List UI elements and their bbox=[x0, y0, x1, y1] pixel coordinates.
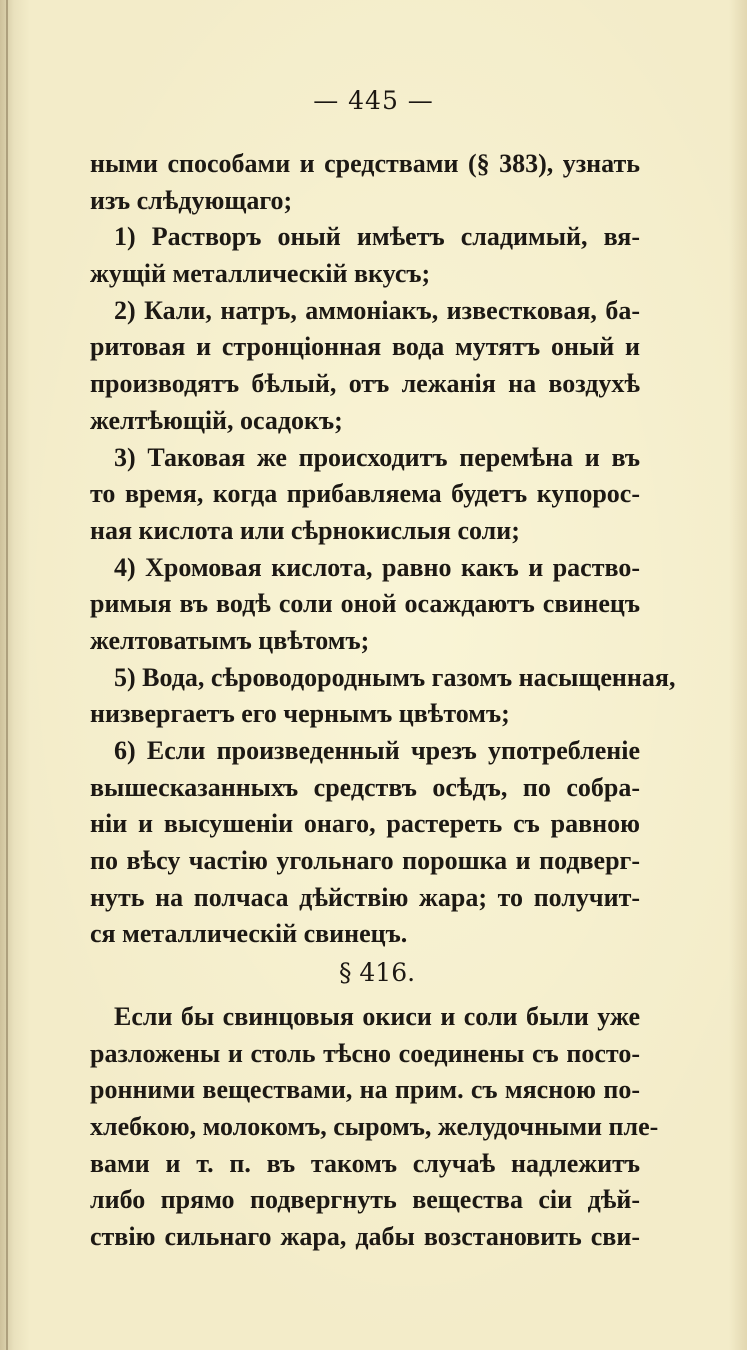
list-item-3: 3) Таковая же происходитъ перемѣна и въ bbox=[114, 442, 640, 472]
list-item-1: 1) Растворъ оный имѣетъ сладимый, вя- bbox=[114, 222, 640, 252]
text-line: низвергаетъ его чернымъ цвѣтомъ; bbox=[90, 699, 510, 729]
text-line: ронними веществами, на прим. съ мясною по- bbox=[90, 1075, 640, 1105]
text-line: ритовая и стронціонная вода мутятъ оный и bbox=[90, 332, 640, 362]
list-item-2: 2) Кали, натръ, аммоніакъ, известковая, ба- bbox=[114, 295, 640, 325]
body-text bbox=[90, 146, 676, 1256]
text-line: производятъ бѣлый, отъ лежанія на воздухѣ bbox=[90, 369, 640, 399]
text-line: ствію сильнаго жара, дабы возстановить сви- bbox=[90, 1221, 640, 1251]
binding-shadow bbox=[6, 0, 8, 1350]
text-line: по вѣсу частію угольнаго порошка и подверг- bbox=[90, 846, 640, 876]
text-line: либо прямо подвергнуть вещества сіи дѣй- bbox=[90, 1185, 640, 1215]
list-item-5: 5) Вода, сѣроводороднымъ газомъ насыщенная, bbox=[114, 662, 676, 692]
paragraph-start: Если бы свинцовыя окиси и соли были уже bbox=[114, 1001, 640, 1031]
text-line: разложены и столь тѣсно соединены съ посто- bbox=[90, 1038, 640, 1068]
text-line: изъ слѣдующаго; bbox=[90, 185, 293, 215]
text-line: желтѣющій, осадокъ; bbox=[90, 405, 343, 435]
section-heading: § 416. bbox=[338, 958, 416, 988]
text-line: римыя въ водѣ соли оной осаждаютъ свинецъ bbox=[90, 589, 640, 619]
text-line: ніи и высушеніи онаго, растереть съ равною bbox=[90, 809, 640, 839]
list-item-6: 6) Если произведенный чрезъ употребленіе bbox=[114, 736, 640, 765]
text-line: желтоватымъ цвѣтомъ; bbox=[90, 625, 370, 655]
page-number: — 445 — bbox=[313, 86, 434, 115]
list-item-4: 4) Хромовая кислота, равно какъ и раство- bbox=[114, 552, 640, 582]
text-line: вышесказанныхъ средствъ осѣдъ, по собра- bbox=[90, 772, 640, 802]
text-line: ная кислота или сѣрнокислыя соли; bbox=[90, 515, 520, 545]
text-line: нуть на полчаса дѣйствію жара; то получит- bbox=[90, 882, 640, 912]
text-line: жущій металлическій вкусъ; bbox=[90, 259, 431, 289]
text-line: то время, когда прибавляема будетъ купорос- bbox=[90, 479, 640, 509]
text-line: вами и т. п. въ такомъ случаѣ надлежитъ bbox=[90, 1148, 640, 1178]
text-line: ся металлическій свинецъ. bbox=[90, 919, 408, 949]
text-line: ными способами и средствами (§ 383), узнать bbox=[90, 149, 640, 178]
text-line: хлебкою, молокомъ, сыромъ, желудочными пле- bbox=[90, 1111, 659, 1141]
